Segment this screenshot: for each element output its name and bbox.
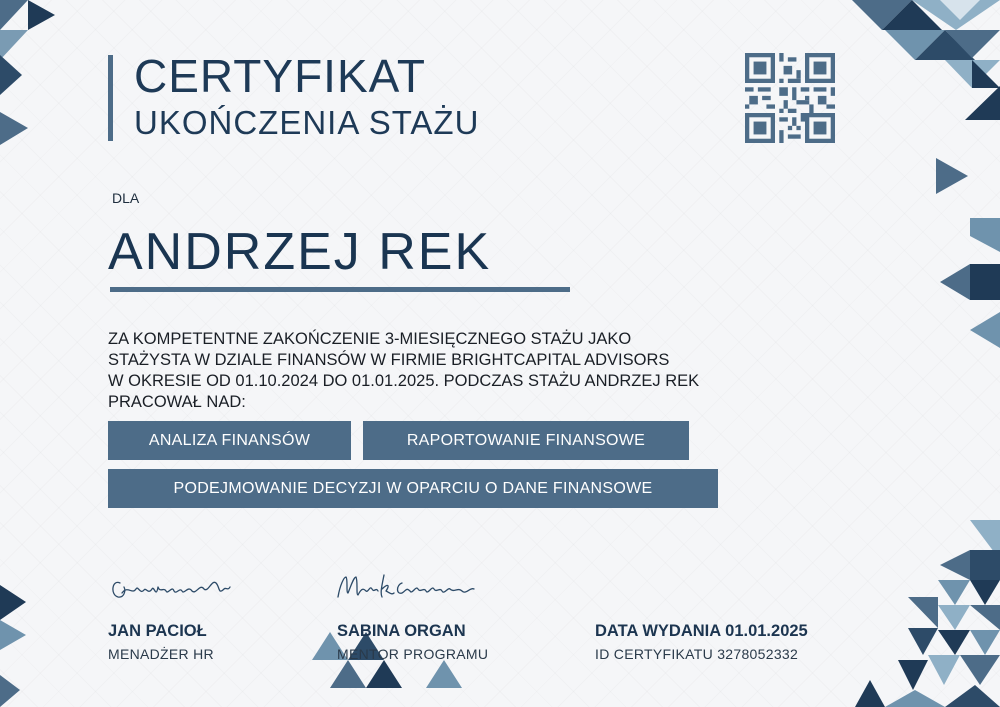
skill-badge: ANALIZA FINANSÓW: [108, 421, 351, 460]
signature-image: [332, 565, 482, 610]
description-line: PRACOWAŁ NAD:: [108, 393, 246, 411]
skill-badge: PODEJMOWANIE DECYZJI W OPARCIU O DANE FINANSOWE: [108, 469, 718, 508]
signatory-role: MENTOR PROGRAMU: [337, 646, 489, 662]
description-line: W OKRESIE OD 01.10.2024 DO 01.01.2025. PODCZAS STAŻU ANDRZEJ REK: [108, 372, 700, 390]
skill-badge: RAPORTOWANIE FINANSOWE: [363, 421, 689, 460]
certificate-description: [108, 329, 808, 413]
title-accent-bar: [108, 55, 113, 141]
description-line: ZA KOMPETENTNE ZAKOŃCZENIE 3-MIESIĘCZNEGO STAŻU JAKO: [108, 330, 632, 348]
certificate-title: CERTYFIKAT: [134, 50, 426, 102]
qr-code-icon: [745, 53, 835, 143]
certificate-id: ID CERTYFIKATU 3278052332: [595, 646, 799, 662]
recipient-label: DLA: [112, 190, 140, 206]
signature-image: [108, 565, 238, 610]
signatory-name: SABINA ORGAN: [337, 622, 466, 640]
signatory-role: MENADŻER HR: [108, 646, 214, 662]
recipient-underline: [110, 287, 570, 292]
certificate-subtitle: UKOŃCZENIA STAŻU: [134, 104, 480, 141]
description-line: STAŻYSTA W DZIALE FINANSÓW W FIRMIE BRIGHTCAPITAL ADVISORS: [108, 351, 670, 369]
recipient-name: ANDRZEJ REK: [108, 223, 492, 281]
issue-date: DATA WYDANIA 01.01.2025: [595, 622, 808, 640]
signatory-name: JAN PACIOŁ: [108, 622, 207, 640]
